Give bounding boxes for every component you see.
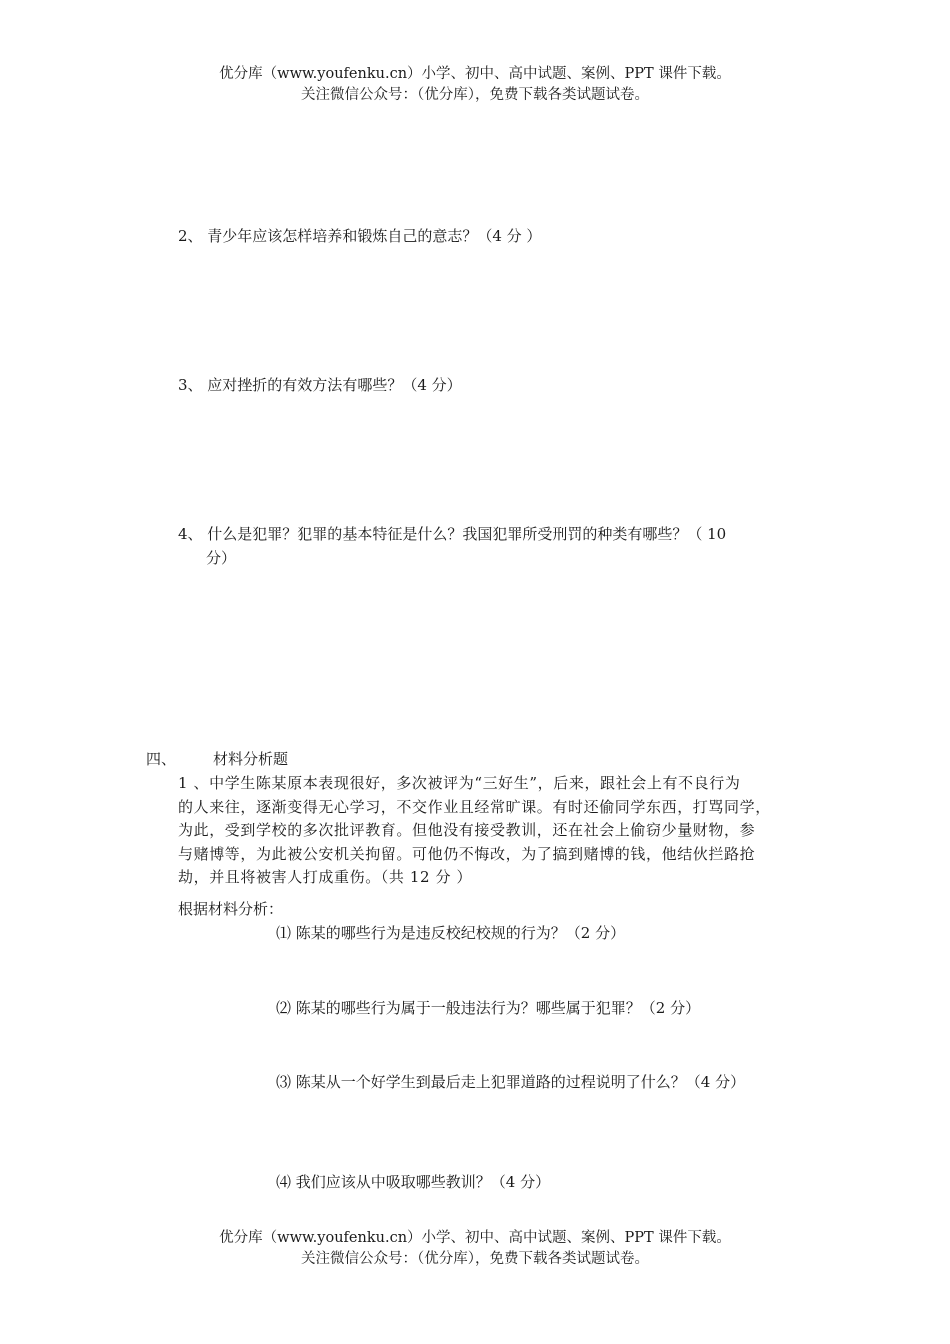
question-4-line-2: 分） <box>206 549 237 567</box>
analysis-prompt: 根据材料分析： <box>178 900 284 918</box>
footer-line-1: 优分库（www.youfenku.cn）小学、初中、高中试题、案例、PPT 课件下载。 <box>219 1230 731 1246</box>
footer-line-2: 关注微信公众号：（优分库），免费下载各类试题试卷。 <box>301 1251 649 1267</box>
material-line: 1 、中学生陈某原本表现很好，多次被评为“三好生”，后来，跟社会上有不良行为 <box>178 774 741 792</box>
header-line-2: 关注微信公众号：（优分库），免费下载各类试题试卷。 <box>301 87 649 103</box>
question-4 <box>178 522 726 570</box>
question-2: 2、 青少年应该怎样培养和锻炼自己的意志？（4 分 ） <box>178 227 542 245</box>
material-line: 与赌博等，为此被公安机关拘留。可他仍不悔改，为了搞到赌博的钱，他结伙拦路抢 <box>178 844 756 863</box>
page-footer <box>0 1228 950 1270</box>
material-paragraph <box>178 772 818 890</box>
material-line: 为此，受到学校的多次批评教育。但他没有接受教训，还在社会上偷窃少量财物，参 <box>178 821 756 839</box>
sub-question-2: ⑵ 陈某的哪些行为属于一般违法行为？哪些属于犯罪？（2 分） <box>276 999 701 1017</box>
material-line: 劫，并且将被害人打成重伤。（共 12 分 ） <box>178 868 473 886</box>
section-number: 四、 <box>146 750 177 768</box>
question-3: 3、 应对挫折的有效方法有哪些？（4 分） <box>178 376 462 394</box>
header-line-1: 优分库（www.youfenku.cn）小学、初中、高中试题、案例、PPT 课件下载。 <box>219 66 731 82</box>
material-line: 的人来往，逐渐变得无心学习，不交作业且经常旷课。有时还偷同学东西，打骂同学， <box>178 797 771 816</box>
question-4-line-1: 4、 什么是犯罪？犯罪的基本特征是什么？我国犯罪所受刑罚的种类有哪些？（ 10 <box>178 525 727 543</box>
sub-question-4: ⑷ 我们应该从中吸取哪些教训？（4 分） <box>276 1173 551 1191</box>
page-header <box>0 64 950 106</box>
section-title: 材料分析题 <box>213 750 289 768</box>
sub-question-1: ⑴ 陈某的哪些行为是违反校纪校规的行为？（2 分） <box>276 924 626 942</box>
sub-question-3: ⑶ 陈某从一个好学生到最后走上犯罪道路的过程说明了什么？（4 分） <box>276 1073 746 1091</box>
